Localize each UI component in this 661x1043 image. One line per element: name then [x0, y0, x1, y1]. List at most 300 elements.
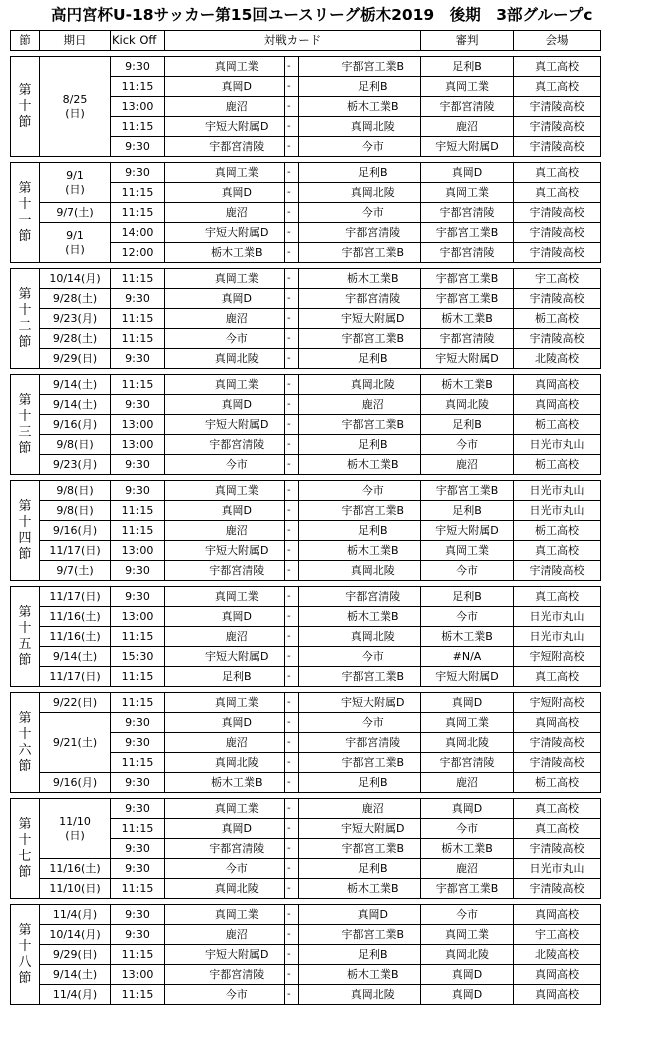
kickoff-cell: 11:15	[111, 375, 165, 395]
section-char: 八	[18, 954, 32, 970]
venue-cell: 栃工高校	[514, 521, 601, 541]
venue-cell: 真工高校	[514, 799, 601, 819]
away-team-cell: 栃木工業B	[326, 97, 421, 117]
referee-cell: #N/A	[421, 647, 514, 667]
home-team-cell: 足利B	[190, 667, 285, 687]
spacer-cell	[165, 97, 190, 117]
kickoff-cell: 9:30	[111, 163, 165, 183]
spacer-cell	[165, 753, 190, 773]
section-char: 六	[18, 742, 32, 758]
spacer-cell	[165, 713, 190, 733]
kickoff-cell: 9:30	[111, 859, 165, 879]
table-row	[11, 223, 601, 243]
date-text: 9/14(土)	[52, 967, 98, 981]
date-text: (日)	[65, 106, 85, 120]
versus-dash: -	[285, 77, 299, 97]
date-cell	[40, 269, 111, 289]
spacer-cell	[299, 203, 326, 223]
venue-cell: 宇短附高校	[514, 693, 601, 713]
referee-cell: 今市	[421, 819, 514, 839]
date-text: 9/28(土)	[52, 331, 98, 345]
spacer-cell	[299, 223, 326, 243]
table-row	[11, 667, 601, 687]
header-kickoff: Kick Off	[111, 31, 165, 51]
referee-cell: 宇短大附属D	[421, 521, 514, 541]
spacer-cell	[299, 183, 326, 203]
date-text: 9/7(土)	[56, 205, 94, 219]
table-row	[11, 435, 601, 455]
spacer-cell	[299, 415, 326, 435]
venue-cell: 真岡高校	[514, 985, 601, 1005]
section-char: 十	[18, 98, 32, 114]
referee-cell: 鹿沼	[421, 859, 514, 879]
venue-cell: 日光市丸山	[514, 627, 601, 647]
section-char: 第	[18, 392, 32, 408]
date-cell	[40, 985, 111, 1005]
kickoff-cell: 9:30	[111, 349, 165, 369]
date-cell	[40, 289, 111, 309]
versus-dash: -	[285, 819, 299, 839]
home-team-cell: 宇短大附属D	[190, 541, 285, 561]
section-char: 十	[18, 196, 32, 212]
table-row	[11, 163, 601, 183]
spacer-cell	[165, 243, 190, 263]
section-char: 十	[18, 408, 32, 424]
date-cell	[40, 541, 111, 561]
away-team-cell: 宇都宮清陵	[326, 289, 421, 309]
away-team-cell: 栃木工業B	[326, 455, 421, 475]
kickoff-cell: 11:15	[111, 117, 165, 137]
table-row	[11, 521, 601, 541]
kickoff-cell: 9:30	[111, 905, 165, 925]
table-row	[11, 269, 601, 289]
referee-cell: 栃木工業B	[421, 627, 514, 647]
home-team-cell: 真岡D	[190, 501, 285, 521]
table-row	[11, 349, 601, 369]
spacer-cell	[299, 243, 326, 263]
spacer-cell	[299, 839, 326, 859]
venue-cell: 宇清陵高校	[514, 117, 601, 137]
versus-dash: -	[285, 455, 299, 475]
away-team-cell: 宇都宮清陵	[326, 223, 421, 243]
kickoff-cell: 13:00	[111, 435, 165, 455]
venue-cell: 真工高校	[514, 163, 601, 183]
versus-dash: -	[285, 773, 299, 793]
kickoff-cell: 11:15	[111, 945, 165, 965]
date-cell	[40, 223, 111, 263]
away-team-cell: 足利B	[326, 349, 421, 369]
section-char: 節	[18, 864, 32, 880]
kickoff-cell: 11:15	[111, 183, 165, 203]
table-row	[11, 203, 601, 223]
date-text: 11/10	[59, 814, 91, 828]
home-team-cell: 宇短大附属D	[190, 415, 285, 435]
spacer-cell	[165, 163, 190, 183]
date-text: (日)	[65, 828, 85, 842]
venue-cell: 宇清陵高校	[514, 561, 601, 581]
spacer-cell	[299, 647, 326, 667]
away-team-cell: 宇短大附属D	[326, 819, 421, 839]
spacer-cell	[165, 733, 190, 753]
venue-cell: 宇清陵高校	[514, 289, 601, 309]
spacer-cell	[299, 627, 326, 647]
referee-cell: 宇都宮工業B	[421, 481, 514, 501]
away-team-cell: 宇都宮工業B	[326, 329, 421, 349]
section-char: 十	[18, 620, 32, 636]
date-text: 9/14(土)	[52, 649, 98, 663]
venue-cell: 宇清陵高校	[514, 203, 601, 223]
spacer-cell	[299, 97, 326, 117]
referee-cell: 宇都宮清陵	[421, 753, 514, 773]
home-team-cell: 宇都宮清陵	[190, 839, 285, 859]
spacer-cell	[165, 269, 190, 289]
referee-cell: 栃木工業B	[421, 839, 514, 859]
table-row	[11, 289, 601, 309]
home-team-cell: 真岡D	[190, 183, 285, 203]
date-text: (日)	[65, 182, 85, 196]
away-team-cell: 宇都宮工業B	[326, 925, 421, 945]
table-row	[11, 925, 601, 945]
versus-dash: -	[285, 693, 299, 713]
spacer-cell	[165, 985, 190, 1005]
kickoff-cell: 9:30	[111, 773, 165, 793]
venue-cell: 北陵高校	[514, 349, 601, 369]
date-text: 9/21(土)	[52, 735, 98, 749]
referee-cell: 真岡D	[421, 985, 514, 1005]
away-team-cell: 栃木工業B	[326, 541, 421, 561]
date-text: 11/16(土)	[49, 861, 101, 875]
away-team-cell: 足利B	[326, 521, 421, 541]
spacer-cell	[165, 375, 190, 395]
kickoff-cell: 11:15	[111, 627, 165, 647]
versus-dash: -	[285, 481, 299, 501]
spacer-cell	[165, 203, 190, 223]
versus-dash: -	[285, 223, 299, 243]
home-team-cell: 真岡D	[190, 607, 285, 627]
kickoff-cell: 11:15	[111, 269, 165, 289]
section-char: 節	[18, 228, 32, 244]
referee-cell: 真岡D	[421, 799, 514, 819]
date-text: 11/4(月)	[52, 907, 98, 921]
versus-dash: -	[285, 925, 299, 945]
kickoff-cell: 11:15	[111, 667, 165, 687]
spacer-cell	[299, 455, 326, 475]
spacer-cell	[165, 607, 190, 627]
spacer-cell	[299, 799, 326, 819]
home-team-cell: 真岡D	[190, 395, 285, 415]
home-team-cell: 宇都宮清陵	[190, 137, 285, 157]
spacer-cell	[299, 269, 326, 289]
date-text: 9/16(月)	[52, 523, 98, 537]
home-team-cell: 鹿沼	[190, 925, 285, 945]
versus-dash: -	[285, 799, 299, 819]
date-text: (日)	[65, 242, 85, 256]
section-char: 三	[18, 424, 32, 440]
spacer-cell	[299, 501, 326, 521]
kickoff-cell: 11:15	[111, 819, 165, 839]
date-text: 11/17(日)	[49, 669, 101, 683]
table-row	[11, 859, 601, 879]
date-text: 9/28(土)	[52, 291, 98, 305]
versus-dash: -	[285, 501, 299, 521]
header-date: 期日	[40, 31, 111, 51]
table-row	[11, 415, 601, 435]
spacer-cell	[299, 819, 326, 839]
spacer-cell	[165, 521, 190, 541]
section-char: 節	[18, 114, 32, 130]
spacer-cell	[165, 117, 190, 137]
away-team-cell: 栃木工業B	[326, 879, 421, 899]
away-team-cell: 今市	[326, 647, 421, 667]
away-team-cell: 真岡D	[326, 905, 421, 925]
section-label	[11, 481, 40, 581]
spacer-cell	[165, 965, 190, 985]
kickoff-cell: 11:15	[111, 985, 165, 1005]
versus-dash: -	[285, 905, 299, 925]
home-team-cell: 今市	[190, 455, 285, 475]
away-team-cell: 鹿沼	[326, 395, 421, 415]
kickoff-cell: 13:00	[111, 607, 165, 627]
header-referee: 審判	[421, 31, 514, 51]
versus-dash: -	[285, 435, 299, 455]
away-team-cell: 宇都宮工業B	[326, 415, 421, 435]
away-team-cell: 足利B	[326, 773, 421, 793]
date-text: 11/4(月)	[52, 987, 98, 1001]
venue-cell: 北陵高校	[514, 945, 601, 965]
referee-cell: 真岡工業	[421, 77, 514, 97]
date-cell	[40, 587, 111, 607]
table-row	[11, 965, 601, 985]
kickoff-cell: 9:30	[111, 799, 165, 819]
section-label	[11, 693, 40, 793]
referee-cell: 真岡工業	[421, 183, 514, 203]
date-text: 9/29(日)	[52, 351, 98, 365]
venue-cell: 真工高校	[514, 541, 601, 561]
table-row	[11, 587, 601, 607]
referee-cell: 今市	[421, 561, 514, 581]
spacer-cell	[165, 501, 190, 521]
referee-cell: 真岡D	[421, 163, 514, 183]
home-team-cell: 宇都宮清陵	[190, 965, 285, 985]
table-row	[11, 773, 601, 793]
versus-dash: -	[285, 243, 299, 263]
referee-cell: 宇短大附属D	[421, 667, 514, 687]
section-label	[11, 57, 40, 157]
venue-cell: 宇清陵高校	[514, 753, 601, 773]
table-row	[11, 985, 601, 1005]
home-team-cell: 真岡工業	[190, 905, 285, 925]
table-row	[11, 309, 601, 329]
referee-cell: 真岡北陵	[421, 395, 514, 415]
section-char: 十	[18, 832, 32, 848]
venue-cell: 栃工高校	[514, 455, 601, 475]
referee-cell: 今市	[421, 607, 514, 627]
referee-cell: 宇都宮清陵	[421, 329, 514, 349]
date-text: 10/14(月)	[49, 927, 101, 941]
date-cell	[40, 859, 111, 879]
versus-dash: -	[285, 349, 299, 369]
versus-dash: -	[285, 117, 299, 137]
section-char: 十	[18, 726, 32, 742]
versus-dash: -	[285, 57, 299, 77]
away-team-cell: 足利B	[326, 435, 421, 455]
kickoff-cell: 12:00	[111, 243, 165, 263]
spacer-cell	[299, 879, 326, 899]
away-team-cell: 真岡北陵	[326, 117, 421, 137]
date-cell	[40, 799, 111, 859]
venue-cell: 真工高校	[514, 819, 601, 839]
away-team-cell: 宇都宮工業B	[326, 57, 421, 77]
spacer-cell	[299, 481, 326, 501]
referee-cell: 真岡北陵	[421, 733, 514, 753]
versus-dash: -	[285, 163, 299, 183]
date-cell	[40, 329, 111, 349]
spacer-cell	[165, 693, 190, 713]
spacer-cell	[165, 137, 190, 157]
section-char: 十	[18, 938, 32, 954]
header-matchup: 対戦カード	[165, 31, 421, 51]
home-team-cell: 宇都宮清陵	[190, 561, 285, 581]
referee-cell: 宇都宮工業B	[421, 289, 514, 309]
kickoff-cell: 13:00	[111, 415, 165, 435]
date-cell	[40, 521, 111, 541]
home-team-cell: 真岡D	[190, 289, 285, 309]
spacer-cell	[165, 329, 190, 349]
spacer-cell	[165, 435, 190, 455]
kickoff-cell: 11:15	[111, 879, 165, 899]
date-text: 9/7(土)	[56, 563, 94, 577]
date-text: 11/16(土)	[49, 629, 101, 643]
spacer-cell	[299, 521, 326, 541]
referee-cell: 宇都宮工業B	[421, 223, 514, 243]
venue-cell: 真工高校	[514, 667, 601, 687]
away-team-cell: 足利B	[326, 163, 421, 183]
section-char: 第	[18, 604, 32, 620]
home-team-cell: 宇短大附属D	[190, 223, 285, 243]
kickoff-cell: 11:15	[111, 501, 165, 521]
home-team-cell: 今市	[190, 329, 285, 349]
kickoff-cell: 15:30	[111, 647, 165, 667]
referee-cell: 栃木工業B	[421, 309, 514, 329]
home-team-cell: 真岡工業	[190, 163, 285, 183]
home-team-cell: 鹿沼	[190, 97, 285, 117]
table-row	[11, 455, 601, 475]
spacer-cell	[299, 541, 326, 561]
kickoff-cell: 9:30	[111, 289, 165, 309]
header-row	[11, 31, 601, 51]
spacer-cell	[165, 223, 190, 243]
date-text: 11/17(日)	[49, 543, 101, 557]
spacer-cell	[299, 77, 326, 97]
home-team-cell: 真岡北陵	[190, 349, 285, 369]
spacer-cell	[165, 905, 190, 925]
versus-dash: -	[285, 269, 299, 289]
kickoff-cell: 9:30	[111, 481, 165, 501]
date-cell	[40, 349, 111, 369]
versus-dash: -	[285, 879, 299, 899]
date-cell	[40, 713, 111, 773]
spacer-cell	[165, 349, 190, 369]
spacer-cell	[299, 117, 326, 137]
venue-cell: 栃工高校	[514, 415, 601, 435]
versus-dash: -	[285, 985, 299, 1005]
spacer-cell	[165, 773, 190, 793]
referee-cell: 足利B	[421, 501, 514, 521]
date-text: 11/10(日)	[49, 881, 101, 895]
date-cell	[40, 435, 111, 455]
home-team-cell: 真岡D	[190, 819, 285, 839]
table-row	[11, 395, 601, 415]
table-row	[11, 627, 601, 647]
away-team-cell: 今市	[326, 203, 421, 223]
section-char: 節	[18, 440, 32, 456]
versus-dash: -	[285, 667, 299, 687]
date-text: 9/22(日)	[52, 695, 98, 709]
spacer-cell	[299, 713, 326, 733]
referee-cell: 真岡D	[421, 965, 514, 985]
away-team-cell: 宇短大附属D	[326, 309, 421, 329]
section-char: 四	[18, 530, 32, 546]
section-char: 一	[18, 212, 32, 228]
date-cell	[40, 57, 111, 157]
spacer-cell	[165, 879, 190, 899]
date-cell	[40, 945, 111, 965]
away-team-cell: 今市	[326, 713, 421, 733]
spacer-cell	[299, 329, 326, 349]
referee-cell: 真岡D	[421, 693, 514, 713]
venue-cell: 宇清陵高校	[514, 329, 601, 349]
table-row	[11, 799, 601, 819]
venue-cell: 宇工高校	[514, 269, 601, 289]
spacer-cell	[165, 57, 190, 77]
table-row	[11, 561, 601, 581]
section-char: 十	[18, 514, 32, 530]
spacer-cell	[299, 985, 326, 1005]
referee-cell: 宇短大附属D	[421, 137, 514, 157]
venue-cell: 真岡高校	[514, 905, 601, 925]
kickoff-cell: 13:00	[111, 541, 165, 561]
table-row	[11, 57, 601, 77]
spacer-cell	[165, 799, 190, 819]
venue-cell: 日光市丸山	[514, 501, 601, 521]
versus-dash: -	[285, 137, 299, 157]
kickoff-cell: 9:30	[111, 925, 165, 945]
away-team-cell: 今市	[326, 481, 421, 501]
kickoff-cell: 11:15	[111, 309, 165, 329]
date-cell	[40, 395, 111, 415]
referee-cell: 宇都宮清陵	[421, 97, 514, 117]
away-team-cell: 真岡北陵	[326, 985, 421, 1005]
spacer-cell	[165, 945, 190, 965]
versus-dash: -	[285, 587, 299, 607]
versus-dash: -	[285, 945, 299, 965]
date-cell	[40, 667, 111, 687]
venue-cell: 宇清陵高校	[514, 137, 601, 157]
home-team-cell: 宇短大附属D	[190, 647, 285, 667]
spacer-cell	[165, 77, 190, 97]
date-cell	[40, 905, 111, 925]
spacer-cell	[299, 395, 326, 415]
spacer-cell	[165, 839, 190, 859]
date-text: 9/8(日)	[56, 437, 94, 451]
kickoff-cell: 9:30	[111, 733, 165, 753]
date-text: 9/16(月)	[52, 417, 98, 431]
date-cell	[40, 309, 111, 329]
section-label	[11, 375, 40, 475]
section-label	[11, 269, 40, 369]
versus-dash: -	[285, 839, 299, 859]
versus-dash: -	[285, 607, 299, 627]
